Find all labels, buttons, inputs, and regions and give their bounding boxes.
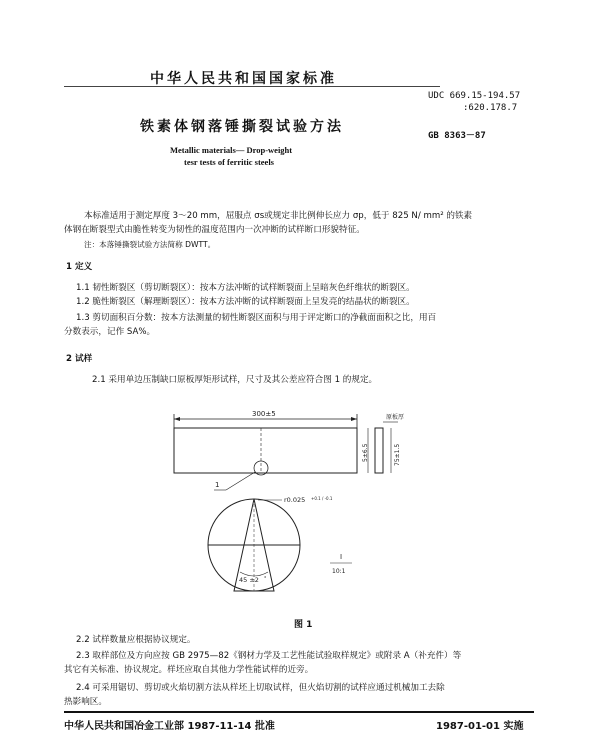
section2-heading: 2 试样 <box>66 354 93 364</box>
section2-item2: 2.2 试样数量应根据协议规定。 <box>76 635 196 645</box>
scale-ratio: 10:1 <box>332 568 346 575</box>
section2-item3-line1: 2.3 取样部位及方向应按 GB 2975—82《钢材力学及工艺性能试验取样规定》或附录 A（补充件）等 <box>76 651 462 661</box>
callout-number: 1 <box>215 481 220 489</box>
length-dim-label: 300±5 <box>252 410 276 418</box>
udc-code: UDC 669.15-194.57 <box>428 91 521 101</box>
width-dim-label-2: 75±1.5 <box>394 443 401 466</box>
angle-label: 45 ±2 <box>239 576 259 584</box>
intro-line2: 体钢在断裂型式由脆性转变为韧性的温度范围内一次冲断的试样断口形貌特征。 <box>64 225 365 235</box>
intro-line1: 本标准适用于测定厚度 3～20 mm，屈服点 σs或规定非比例伸长应力 σp，低于 825 N/ mm² 的铁素 <box>84 211 473 221</box>
english-title-line2: tesr tests of ferritic steels <box>184 157 274 167</box>
footer-rule <box>64 711 534 713</box>
section2-item3-line2: 其它有关标准、协议规定。样坯应取自其他力学性能试样的近旁。 <box>64 665 314 675</box>
section1-item3-line1: 1.3 剪切面积百分数：按本方法测量的韧性断裂区面积与用于评定断口的净截面面积之比，用百 <box>76 313 437 323</box>
approval-info: 中华人民共和国冶金工业部 1987-11-14 批准 <box>64 721 275 732</box>
section1-heading: 1 定义 <box>66 262 93 272</box>
thickness-label: 原板厚 <box>386 414 405 421</box>
document-title: 铁素体钢落锤撕裂试验方法 <box>140 119 344 135</box>
width-dim-label-1: 5±6.5 <box>362 443 369 462</box>
english-title-line1: Metallic materials— Drop-weight <box>170 145 293 155</box>
section1-item2: 1.2 脆性断裂区（解理断裂区）：按本方法冲断的试样断裂面上呈发亮的结晶状的断裂区。 <box>76 297 415 307</box>
standard-name: 中华人民共和国国家标准 <box>150 71 337 87</box>
section2-item1: 2.1 采用单边压制缺口原板厚矩形试样，尺寸及其公差应符合图 1 的规定。 <box>92 375 378 385</box>
section2-item4-line2: 热影响区。 <box>64 697 107 707</box>
svg-text:°: ° <box>264 576 267 582</box>
section2-item4-line1: 2.4 可采用锯切、剪切或火焰切割方法从样坯上切取试样，但火焰切割的试样应通过机械加工去除 <box>76 683 445 693</box>
radius-label: r0.025 <box>284 496 306 504</box>
section1-item1: 1.1 韧性断裂区（剪切断裂区）：按本方法冲断的试样断裂面上呈暗灰色纤维状的断裂区。 <box>76 283 415 293</box>
udc-code-continued: :620.178.7 <box>463 103 518 113</box>
dimension-arrow-left <box>174 417 180 421</box>
dimension-arrow-right <box>351 417 357 421</box>
callout-leader <box>226 472 255 490</box>
section1-item3-line2: 分数表示，记作 SA%。 <box>64 327 156 337</box>
effective-date: 1987-01-01 实施 <box>436 721 524 732</box>
radius-tolerance: +0.1 / -0.1 <box>311 496 333 501</box>
gb-number: GB 8363－87 <box>428 131 486 141</box>
specimen-top-view <box>174 428 357 473</box>
intro-note: 注：本落锤撕裂试验方法简称 DWTT。 <box>84 240 216 249</box>
specimen-end-view <box>375 428 383 473</box>
figure-caption: 图 1 <box>294 620 313 630</box>
scale-roman: I <box>340 553 343 561</box>
